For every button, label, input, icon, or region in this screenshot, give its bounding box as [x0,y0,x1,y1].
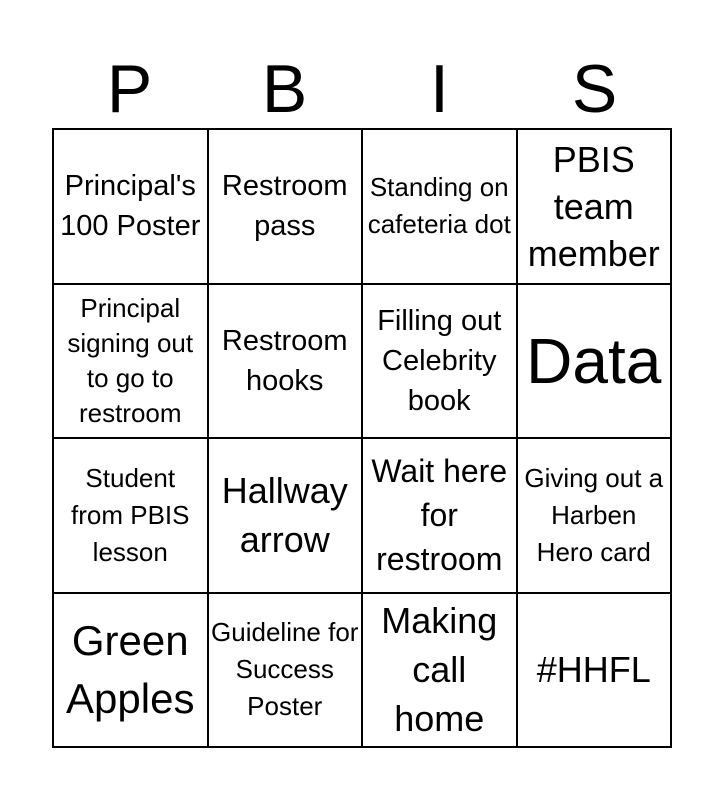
bingo-cell[interactable] [362,438,517,593]
cell-text: Giving out a Harben Hero card [524,462,664,567]
header-letter-i: I [430,51,449,127]
cell-text: Hallway arrow [221,470,348,561]
cell-text: Guideline for Success Poster [211,617,359,722]
bingo-cell[interactable] [517,438,672,593]
bingo-cell[interactable] [517,129,672,284]
bingo-cell[interactable] [53,438,208,593]
bingo-cell[interactable] [53,284,208,439]
header-letter-b: B [261,51,308,127]
bingo-cell[interactable] [362,284,517,439]
cell-text: Green Apples [66,616,195,722]
cell-text: Principal signing out to go to restroom [67,292,194,428]
bingo-cell[interactable] [53,593,208,748]
bingo-cell[interactable] [208,438,363,593]
cell-text: Making call home [381,600,498,740]
cell-text: #HHFL [536,649,651,691]
bingo-cell[interactable] [362,129,517,284]
bingo-cell[interactable] [208,284,363,439]
cell-text: PBIS team member [527,138,660,274]
cell-text: Principal's 100 Poster [60,170,201,243]
cell-text: Filling out Celebrity book [377,304,502,417]
header-letter-s: S [571,51,618,127]
bingo-cell[interactable] [53,129,208,284]
bingo-header [52,50,672,128]
bingo-cell[interactable] [208,593,363,748]
bingo-cell[interactable] [362,593,517,748]
cell-text: Restroom pass [221,170,348,243]
cell-text: Wait here for restroom [371,453,508,578]
header-letter-p: P [106,51,153,127]
bingo-cell[interactable] [517,284,672,439]
bingo-cell[interactable] [517,593,672,748]
cell-text: Student from PBIS lesson [71,462,190,567]
cell-text: Restroom hooks [221,324,348,397]
cell-text: Standing on cafeteria dot [367,172,511,240]
bingo-board [52,128,672,748]
bingo-cell[interactable] [208,129,363,284]
cell-text: Data [526,324,662,397]
